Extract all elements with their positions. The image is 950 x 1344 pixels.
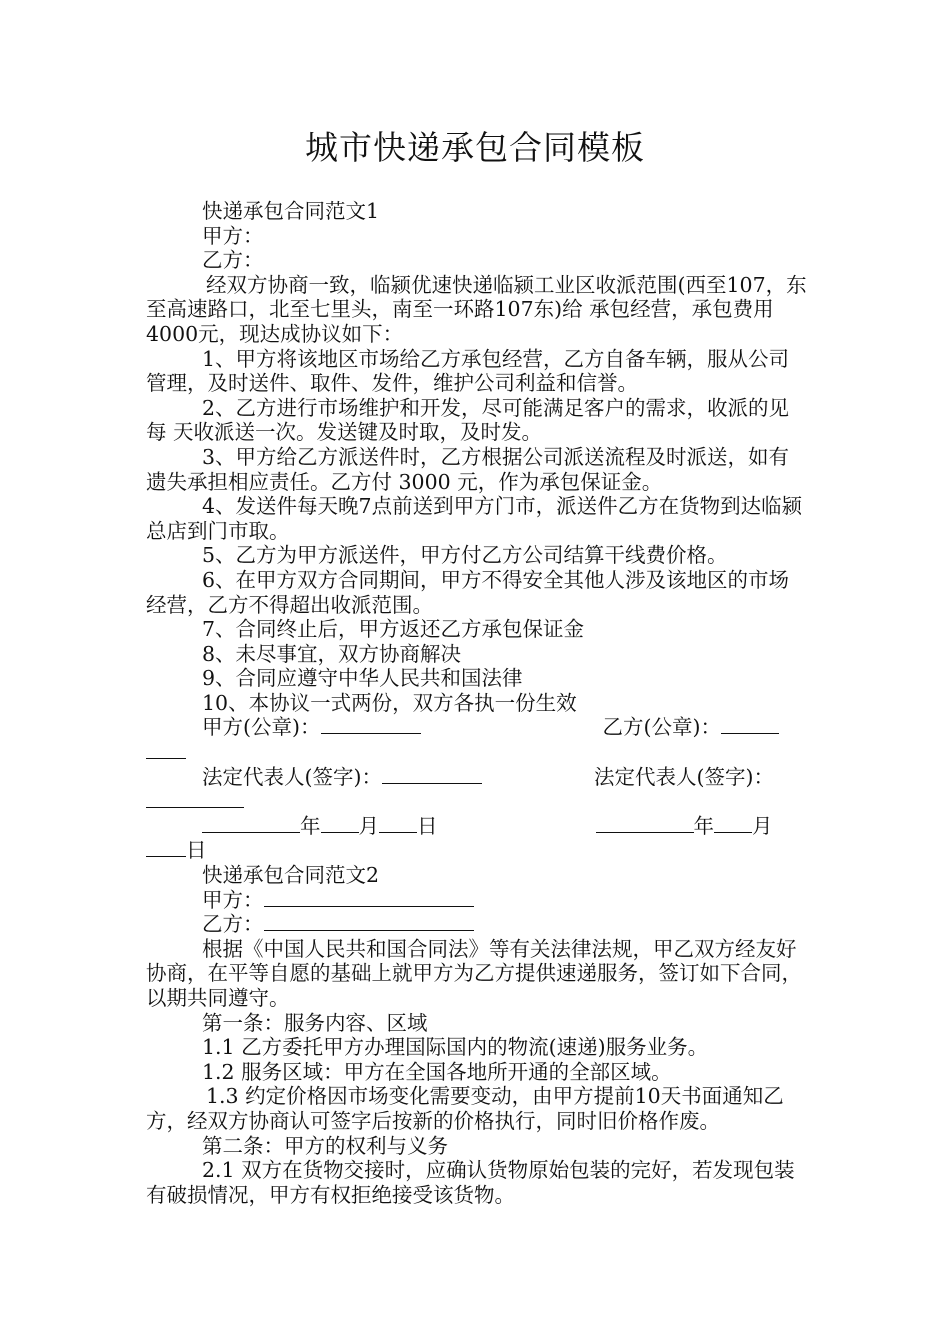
seal-blank-a xyxy=(321,715,421,734)
clause-6: 6、在甲方双方合同期间，甲方不得安全其他人涉及该地区的市场经营，乙方不得超出收派范围。 xyxy=(146,567,790,617)
rep-line xyxy=(146,765,808,790)
clause-8: 8、未尽事宜，双方协商解决 xyxy=(202,641,462,666)
rep-label-b: 法定代表人(签字)： xyxy=(594,764,774,789)
rep-line-tail xyxy=(146,789,808,814)
month-blank-b xyxy=(714,814,752,833)
year-label-a: 年 xyxy=(300,813,321,838)
clause-1: 1、甲方将该地区市场给乙方承包经营，乙方自备车辆，服从公司管理，及时送件、取件、发件，维护公司利益和信誉。 xyxy=(146,346,790,396)
day-blank-a xyxy=(379,814,417,833)
clause-5: 5、乙方为甲方派送件，甲方付乙方公司结算干线费价格。 xyxy=(202,543,728,568)
sample2-party-a-blank xyxy=(264,888,474,907)
sample2-party-b: 乙方： xyxy=(202,912,264,937)
clause-1-1: 1.1 乙方委托甲方办理国际国内的物流(速递)服务业务。 xyxy=(202,1035,709,1060)
day-blank-b xyxy=(146,838,186,857)
sample2-party-a: 甲方： xyxy=(202,887,264,912)
clause-2-1: 2.1 双方在货物交接时，应确认货物原始包装的完好，若发现包装有破损情况，甲方有权拒绝接受该货物。 xyxy=(146,1158,795,1207)
clause-10: 10、本协议一式两份，双方各执一份生效 xyxy=(202,690,577,715)
rep-blank-b xyxy=(146,789,244,808)
month-label-a: 月 xyxy=(358,813,379,838)
clause-1-2: 1.2 服务区域：甲方在全国各地所开通的全部区域。 xyxy=(202,1059,672,1084)
article-1-heading: 第一条：服务内容、区域 xyxy=(202,1010,428,1035)
sample1-party-a: 甲方： xyxy=(202,223,264,248)
clause-3: 3、甲方给乙方派送件时，乙方根据公司派送流程及时派送，如有遗失承担相应责任。乙方付 3000 元，作为承包保证金。 xyxy=(146,444,790,494)
seal-label-b: 乙方(公章)： xyxy=(602,715,721,740)
seal-label-a: 甲方(公章)： xyxy=(202,715,321,740)
year-blank-b xyxy=(596,814,694,833)
sample2-party-a-line xyxy=(146,888,808,913)
date-line xyxy=(146,814,808,839)
rep-blank-a xyxy=(382,765,482,784)
sample2-intro: 根据《中国人民共和国合同法》等有关法律法规，甲乙双方经友好协商，在平等自愿的基础上就甲方为乙方提供速递服务，签订如下合同，以期共同遵守。 xyxy=(146,936,802,1010)
seal-line xyxy=(146,715,808,740)
seal-blank-b xyxy=(721,715,779,734)
year-label-b: 年 xyxy=(693,813,714,838)
sample1-heading: 快递承包合同范文1 xyxy=(202,199,380,223)
clause-1-3: 1.3 约定价格因市场变化需要变动，由甲方提前10天书面通知乙方，经双方协商认可签字后按新的价格执行，同时旧价格作废。 xyxy=(146,1084,784,1133)
sample1-intro: 经双方协商一致，临颍优速快递临颍工业区收派范围(西至107，东至高速路口，北至七里头，南至一环路107东)给 承包经营，承包费用 4000元，现达成协议如下： xyxy=(146,272,807,346)
clause-2: 2、乙方进行市场维护和开发，尽可能满足客户的需求，收派的见每 天收派送一次。发送键及时取，及时发。 xyxy=(146,395,790,445)
date-line-tail xyxy=(146,838,808,863)
sample2-party-b-blank xyxy=(264,912,474,931)
seal-blank-b-tail xyxy=(146,740,186,759)
day-label-a: 日 xyxy=(417,813,438,838)
sample2-party-b-line xyxy=(146,912,808,937)
month-label-b: 月 xyxy=(752,813,773,838)
clause-9: 9、合同应遵守中华人民共和国法律 xyxy=(202,666,523,691)
article-2-heading: 第二条：甲方的权利与义务 xyxy=(202,1133,448,1158)
clause-7: 7、合同终止后，甲方返还乙方承包保证金 xyxy=(202,617,585,642)
rep-label-a: 法定代表人(签字)： xyxy=(202,764,382,789)
clause-4: 4、发送件每天晚7点前送到甲方门市，派送件乙方在货物到达临颍总店到门市取。 xyxy=(146,494,803,543)
document-body xyxy=(146,199,808,1207)
month-blank-a xyxy=(321,814,359,833)
seal-line-tail xyxy=(146,740,808,765)
year-blank-a xyxy=(202,814,300,833)
day-label-b: 日 xyxy=(186,838,207,863)
sample1-party-b: 乙方： xyxy=(202,248,264,273)
sample2-heading: 快递承包合同范文2 xyxy=(202,863,380,888)
document-title: 城市快递承包合同模板 xyxy=(305,128,645,167)
